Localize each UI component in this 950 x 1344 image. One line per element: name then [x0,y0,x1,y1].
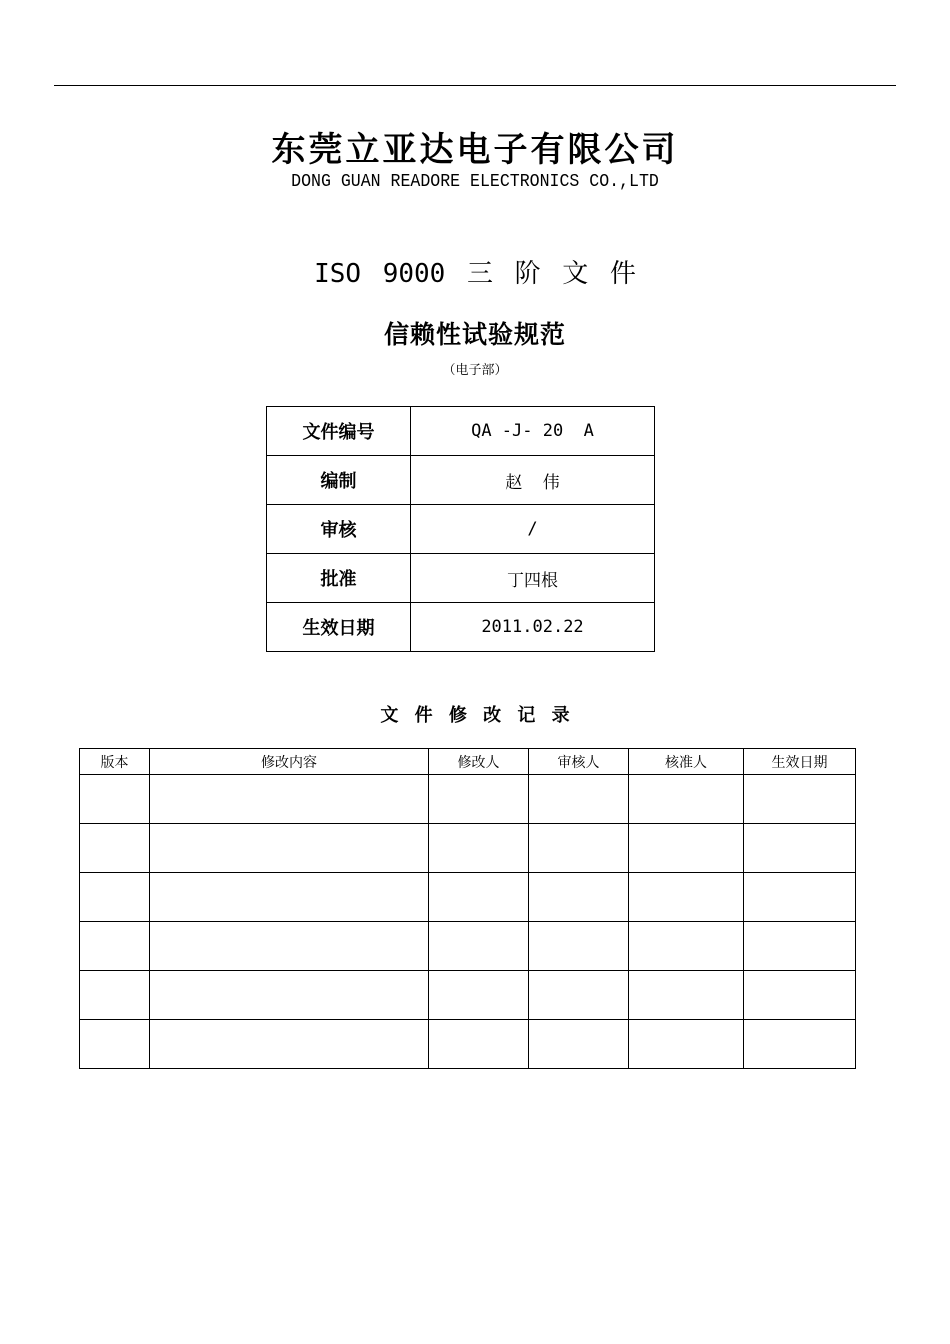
info-label: 文件编号 [267,407,411,456]
table-cell [744,824,856,873]
table-cell [744,775,856,824]
table-cell [150,971,429,1020]
table-cell [80,971,150,1020]
table-cell [744,922,856,971]
table-cell [629,824,744,873]
table-row [80,1020,856,1069]
table-row [80,824,856,873]
info-value: 丁四根 [411,554,655,603]
table-cell [429,922,529,971]
company-name-cn: 东莞立亚达电子有限公司 [271,130,679,170]
info-label: 审核 [267,505,411,554]
table-cell [629,873,744,922]
table-cell [529,1020,629,1069]
table-cell [744,1020,856,1069]
department-label: （电子部） [442,363,508,378]
info-row-reviewer [267,505,655,554]
table-row [80,971,856,1020]
column-header-approver: 核准人 [629,749,744,775]
table-cell [150,873,429,922]
info-value: / [411,505,655,554]
table-cell [629,1020,744,1069]
info-row-effective-date [267,603,655,652]
table-cell [80,1020,150,1069]
table-cell [529,971,629,1020]
table-cell [150,824,429,873]
header-rule [54,85,896,86]
info-label: 批准 [267,554,411,603]
column-header-content: 修改内容 [150,749,429,775]
table-cell [744,873,856,922]
table-cell [429,824,529,873]
table-cell [150,922,429,971]
table-cell [529,824,629,873]
table-cell [629,775,744,824]
info-row-approver [267,554,655,603]
table-row [80,873,856,922]
table-cell [429,1020,529,1069]
table-cell [80,775,150,824]
table-cell [80,824,150,873]
table-cell [629,922,744,971]
column-header-modifier: 修改人 [429,749,529,775]
table-cell [429,775,529,824]
info-value: 赵 伟 [411,456,655,505]
document-title: 信赖性试验规范 [383,320,566,349]
table-cell [744,971,856,1020]
table-cell [429,873,529,922]
info-label: 编制 [267,456,411,505]
table-cell [529,873,629,922]
table-row [80,775,856,824]
column-header-effective-date: 生效日期 [744,749,856,775]
company-name-en: DONG GUAN READORE ELECTRONICS CO.,LTD [291,172,659,192]
revision-record-table [79,748,856,1069]
table-cell [629,971,744,1020]
table-cell [150,775,429,824]
info-label: 生效日期 [267,603,411,652]
column-header-version: 版本 [80,749,150,775]
table-cell [80,922,150,971]
revision-record-heading: 文 件 修 改 记 录 [380,705,570,726]
info-row-author [267,456,655,505]
info-value: QA -J- 20 A [411,407,655,456]
table-row [80,922,856,971]
table-cell [80,873,150,922]
table-cell [429,971,529,1020]
info-row-doc-number [267,407,655,456]
revision-header-row [80,749,856,775]
column-header-reviewer: 审核人 [529,749,629,775]
info-value: 2011.02.22 [411,603,655,652]
table-cell [529,922,629,971]
table-cell [150,1020,429,1069]
document-level: ISO 9000 三 阶 文 件 [314,259,636,289]
table-cell [529,775,629,824]
document-info-table [266,406,655,652]
